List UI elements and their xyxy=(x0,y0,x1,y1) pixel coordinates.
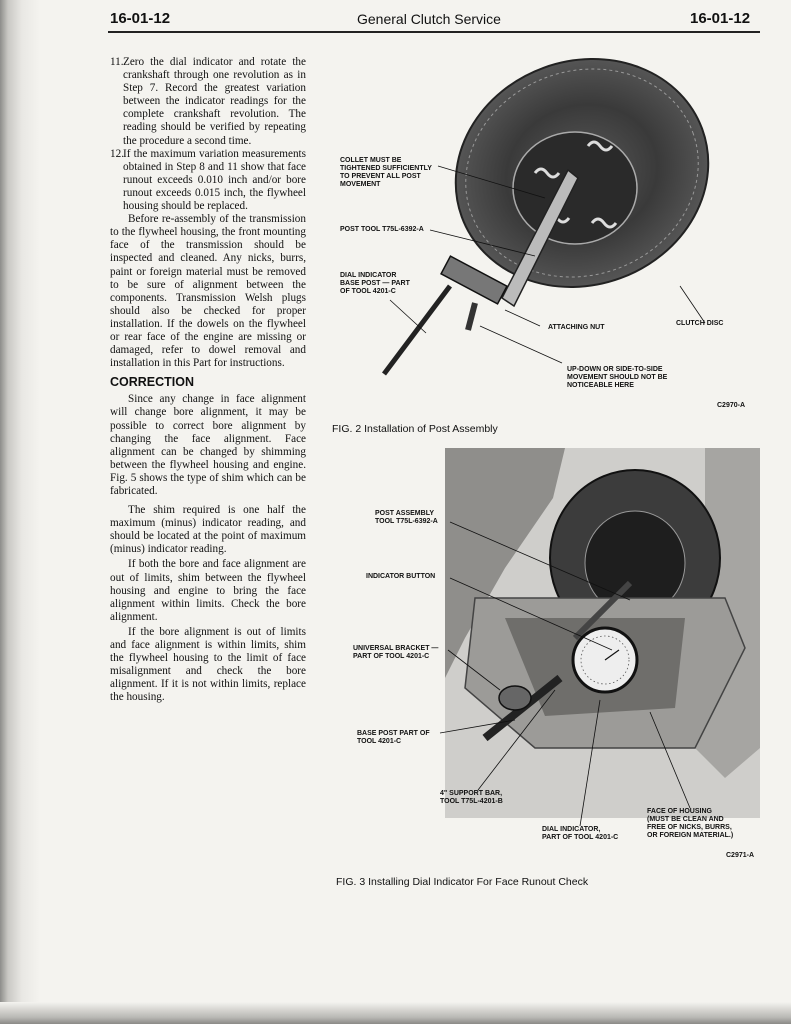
fig2-label-updown: UP-DOWN OR SIDE-TO-SIDE MOVEMENT SHOULD NOT BE NOTICEABLE HERE xyxy=(567,366,668,389)
fig2-label-collet: COLLET MUST BE TIGHTENED SUFFICIENTLY TO PREVENT ALL POST MOVEMENT xyxy=(340,157,432,188)
header-rule xyxy=(108,31,760,33)
step-text: If the maximum variation measurements obtained in Step 8 and 11 show that face runout exceeds 0.010 inch and/or bore runout exceeds 0.015 inch, the flywheel housing should be replaced. xyxy=(123,147,306,213)
fig3-label-post-assembly: POST ASSEMBLY TOOL T75L-6392-A xyxy=(375,510,438,525)
fig3-label-universal-bracket: UNIVERSAL BRACKET — PART OF TOOL 4201-C xyxy=(353,645,439,660)
text-column xyxy=(110,56,306,707)
clutch-hub xyxy=(513,132,637,244)
paragraph-face-alignment: Since any change in face alignment will change bore alignment, it may be possible to correct bore alignment by changing the face alignment. Face alignment can be changed by shimming between the flywheel housing and engine. Fig. 5 shows the type of shim which can be fabricated. xyxy=(110,393,306,497)
fig3-caption: FIG. 3 Installing Dial Indicator For Face Runout Check xyxy=(336,876,589,888)
fig3-label-base-post: BASE POST PART OF TOOL 4201-C xyxy=(357,730,430,745)
fig2-label-clutch-disc: CLUTCH DISC xyxy=(676,320,724,327)
page-number-right: 16-01-12 xyxy=(690,10,751,27)
fig3-label-support-bar: 4" SUPPORT BAR, TOOL T75L-4201-B xyxy=(440,790,503,805)
paragraph-reassembly: Before re-assembly of the transmission to the flywheel housing, the front mounting face of the transmission should be inspected and cleaned. Any nicks, burrs, paint or foreign material must be removed to be sure of alignment between the components. Transmission Welsh plugs should also be checked for proper installation. If the dowels on the flywheel or rear face of the engine are missing or damaged, refer to dowel removal and installation in this Part for instructions. xyxy=(110,213,306,370)
fig2-label-dial-base: DIAL INDICATOR BASE POST — PART OF TOOL 4201-C xyxy=(340,272,410,295)
fig2-label-post-tool: POST TOOL T75L-6392-A xyxy=(340,226,424,233)
section-heading-correction: CORRECTION xyxy=(110,375,195,390)
step-text: Zero the dial indicator and rotate the crankshaft through one revolution as in Step 7. Record the greatest variation between the indicator readings for the complete crankshaft revolution. The reading should be verified by repeating the procedure a second time. xyxy=(123,56,306,147)
page-title: General Clutch Service xyxy=(357,11,501,27)
fig3-code: C2971-A xyxy=(726,852,755,859)
page-bottom-edge xyxy=(0,1002,791,1024)
paragraph-both-limits: If both the bore and face alignment are out of limits, shim between the flywheel housing and engine to bring the face alignment within limits. Check the bore alignment. xyxy=(110,558,306,623)
fig2-caption: FIG. 2 Installation of Post Assembly xyxy=(332,423,498,435)
fig3-label-face-housing: FACE OF HOUSING (MUST BE CLEAN AND FREE OF NICKS, BURRS, OR FOREIGN MATERIAL.) xyxy=(647,808,734,839)
fig3-label-dial-indicator: DIAL INDICATOR, PART OF TOOL 4201-C xyxy=(542,826,619,841)
step-number: 12. xyxy=(110,147,124,160)
fig3-illustration xyxy=(445,448,760,818)
paragraph-shim: The shim required is one half the maximum (minus) indicator reading, and should be located at the point of maximum (minus) indicator reading. xyxy=(110,504,306,556)
step-number: 11. xyxy=(110,56,124,68)
page-number-left: 16-01-12 xyxy=(110,10,171,27)
fig2-label-attaching-nut: ATTACHING NUT xyxy=(548,324,605,331)
step-11 xyxy=(110,56,306,148)
base-post-rod xyxy=(384,286,450,374)
fig2-code: C2970-A xyxy=(717,402,746,409)
fig3-label-indicator-button: INDICATOR BUTTON xyxy=(366,573,436,580)
step-12 xyxy=(110,148,306,213)
page-binding-edge xyxy=(0,0,40,1024)
paragraph-bore-alignment: If the bore alignment is out of limits and face alignment is within limits, shim the flywheel housing to the limit of face misalignment and check the bore alignment. If it is not within limits, replace the housing. xyxy=(110,625,306,704)
